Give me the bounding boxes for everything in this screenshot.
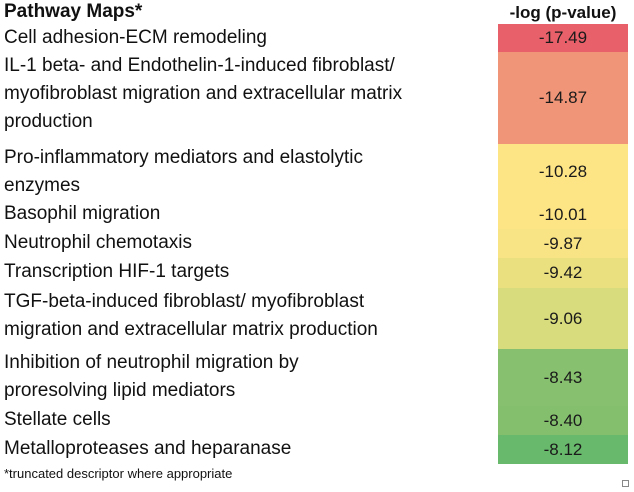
pathway-name: Basophil migration (4, 203, 161, 224)
footnote: *truncated descriptor where appropriate (4, 466, 233, 481)
table-row (0, 24, 634, 52)
pathway-name: Inhibition of neutrophil migration by proresolving lipid mediators (4, 352, 299, 401)
pathway-name: IL-1 beta- and Endothelin-1-induced fibroblast/ myofibroblast migration and extracellular matrix production (4, 55, 403, 132)
pathway-name: Cell adhesion-ECM remodeling (4, 27, 267, 48)
pvalue-cell: -8.40 (498, 406, 628, 435)
pathway-name: TGF-beta-induced fibroblast/ myofibroblast migration and extracellular matrix production (4, 291, 378, 340)
table-row (0, 200, 634, 229)
pvalue-cell: -8.43 (498, 349, 628, 406)
pathway-name: Metalloproteases and heparanase (4, 438, 292, 459)
table-row (0, 349, 634, 406)
table-row (0, 258, 634, 288)
pathway-name: Pro-inflammatory mediators and elastolytic enzymes (4, 147, 364, 196)
pvalue-cell: -17.49 (498, 24, 628, 52)
pathway-name: Transcription HIF-1 targets (4, 261, 230, 282)
table-row (0, 144, 634, 200)
pvalue-cell: -9.87 (498, 229, 628, 258)
pvalue-cell: -9.06 (498, 288, 628, 349)
pvalue-cell: -8.12 (498, 435, 628, 464)
pvalue-cell: -14.87 (498, 52, 628, 144)
pathway-name: Neutrophil chemotaxis (4, 232, 192, 253)
table-row (0, 288, 634, 349)
table-row (0, 229, 634, 258)
table-row (0, 52, 634, 144)
pathway-column-header: Pathway Maps* (4, 1, 143, 22)
pathway-name: Stellate cells (4, 409, 111, 430)
pvalue-cell: -9.42 (498, 258, 628, 288)
corner-marker (622, 480, 629, 487)
pvalue-cell: -10.28 (498, 144, 628, 200)
table-row (0, 435, 634, 464)
table-row (0, 406, 634, 435)
pvalue-cell: -10.01 (498, 200, 628, 229)
value-column-header: -log (p-value) (509, 3, 617, 22)
